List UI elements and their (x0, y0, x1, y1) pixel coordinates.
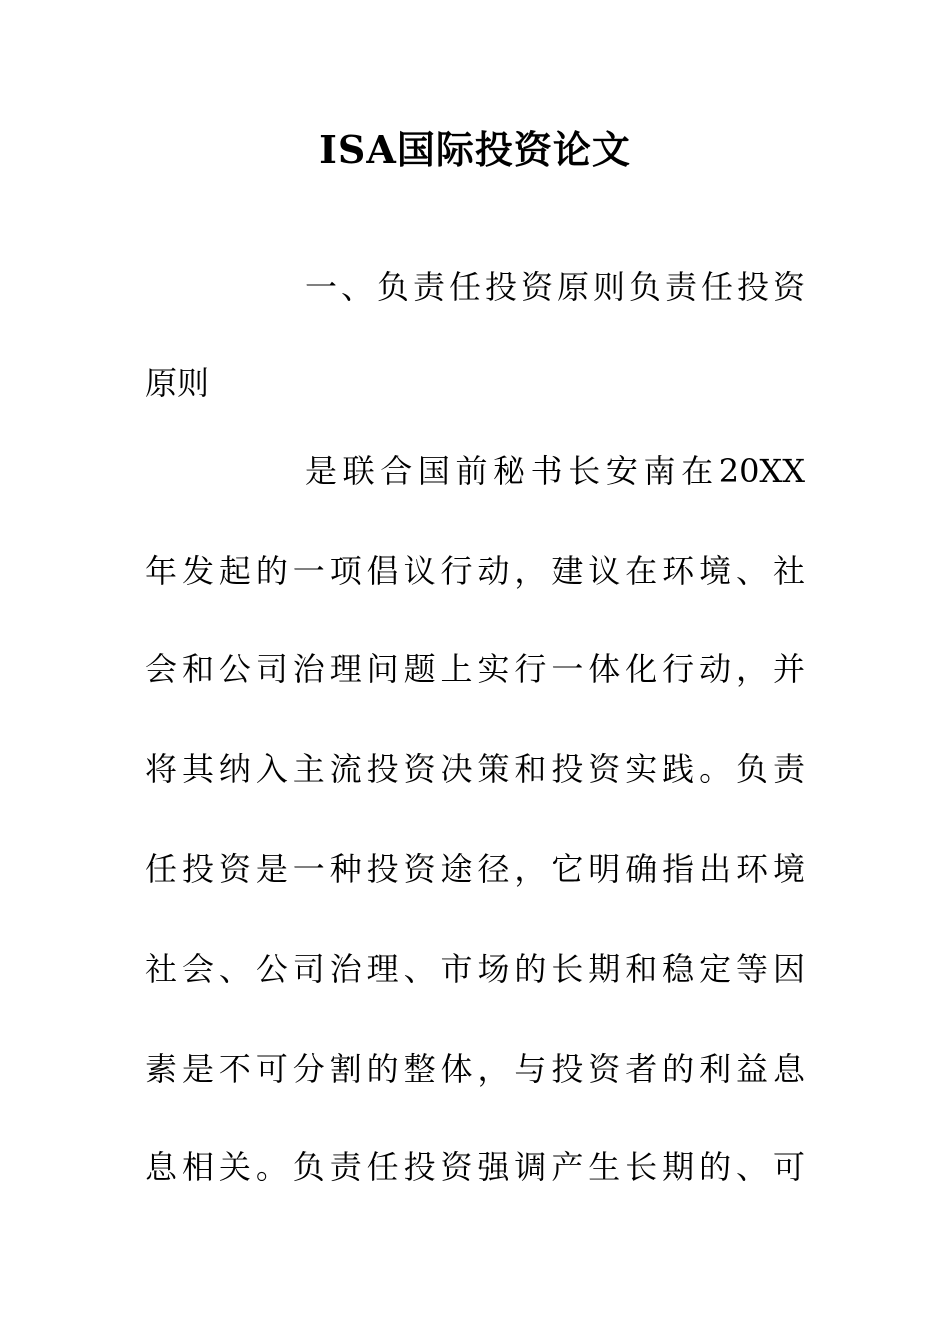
paragraph-line: 息相关。负责任投资强调产生长期的、可 (145, 1148, 805, 1186)
paragraph-line: 社会、公司治理、市场的长期和稳定等因 (145, 950, 805, 988)
paragraph-line: 是联合国前秘书长安南在20XX (305, 452, 805, 490)
paragraph-line: 会和公司治理问题上实行一体化行动，并 (145, 650, 805, 688)
paragraph-line: 任投资是一种投资途径，它明确指出环境 (145, 850, 805, 888)
paragraph-line: 一、负责任投资原则负责任投资 (305, 268, 805, 306)
document-title: ISA国际投资论文 (319, 127, 631, 172)
paragraph-line: 原则 (145, 364, 210, 402)
paragraph-line: 将其纳入主流投资决策和投资实践。负责 (145, 750, 805, 788)
paragraph-line: 年发起的一项倡议行动，建议在环境、社 (145, 552, 805, 590)
paragraph-line: 素是不可分割的整体，与投资者的利益息 (145, 1050, 805, 1088)
